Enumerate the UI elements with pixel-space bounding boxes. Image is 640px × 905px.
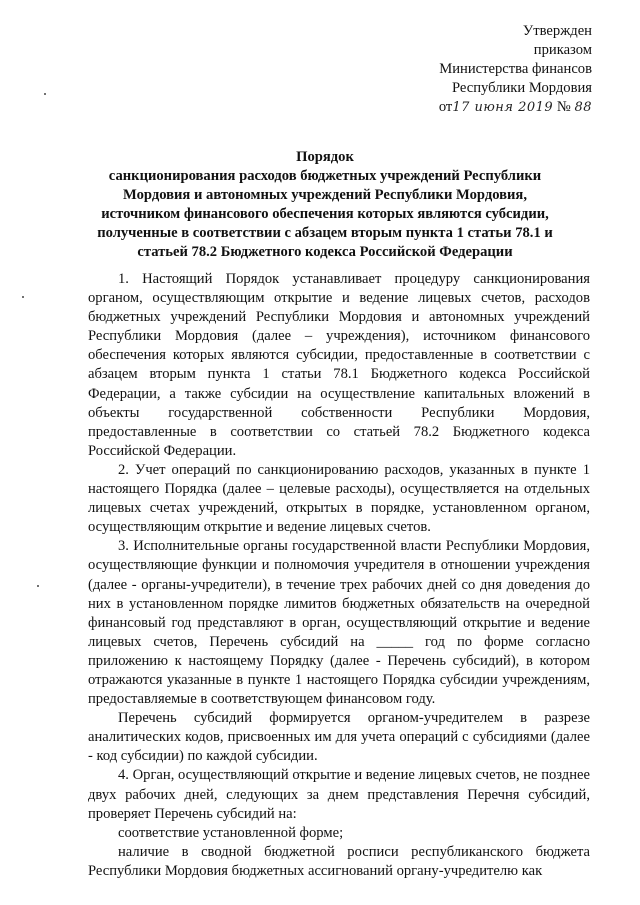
paragraph-4: 4. Орган, осуществляющий открытие и ведение лицевых счетов, не позднее двух рабочих дней, следующих за днем представления Перечня субсидий, проверяет Перечень субсидий на: [88,767,590,822]
title-line: полученные в соответствии с абзацем вторым пункта 1 статьи 78.1 и [97,225,553,241]
handwritten-number: 88 [574,100,592,115]
approval-line: Министерства финансов [439,61,592,77]
paragraph-3: 3. Исполнительные органы государственной власти Республики Мордовия, осуществляющие функции и полномочия учредителя в отношении учреждения (далее - органы-учредители), в течение трех рабочих дней со дня доведения до них в установленном порядке лимитов бюджетных обязательств на очередной финансовый год представляют в орган, осуществляющий открытие и ведение лицевых счетов, Перечень субсидий на _____ год по форме согласно приложению к настоящему Порядку (далее - Перечень субсидий), в котором отражаются указанные в пункте 1 настоящего Порядка субсидии учреждениям, предоставляемые в соответствующем финансовом году. [88,538,590,708]
title-line: Мордовия и автономных учреждений Республики Мордовия, [123,187,527,203]
scan-speck [44,93,46,95]
paragraph-2: 2. Учет операций по санкционированию расходов, указанных в пункте 1 настоящего Порядка (далее – целевые расходы), осуществляется на отдельных лицевых счетах учреждений, открытых в порядке, установленном органом, осуществляющим открытие и ведение лицевых счетов. [88,461,590,536]
scan-speck [37,585,39,587]
number-prefix: № [556,99,571,115]
date-prefix: от [438,99,453,115]
approval-line: Утвержден [522,23,592,39]
title-line: статьей 78.2 Бюджетного кодекса Российской Федерации [137,244,513,260]
list-item: соответствие установленной форме; [118,824,344,841]
approval-date-number-line [439,98,592,117]
title-line: источником финансового обеспечения которых являются субсидии, [101,206,549,222]
scan-speck [22,296,24,298]
document-title [80,148,570,262]
paragraph-3-continued: Перечень субсидий формируется органом-учредителем в разрезе аналитических кодов, присвоенных им для учета операций с субсидиями (далее - код субсидии) по каждой субсидии. [88,710,590,765]
paragraph-1: 1. Настоящий Порядок устанавливает процедуру санкционирования органом, осуществляющим открытие и ведение лицевых счетов, расходов бюджетных учреждений Республики Мордовия и автономных учреждений Республики Мордовия (далее – учреждения), источником финансового обеспечения которых являются субсидии, предоставленные в соответствии с абзацем вторым пункта 1 статьи 78.1 Бюджетного кодекса Российской Федерации, а также субсидии на осуществление капитальных вложений в объекты государственной собственности Республики Мордовия, предоставленные в соответствии со статьей 78.2 Бюджетного кодекса Российской Федерации. [88,271,590,459]
list-item: наличие в сводной бюджетной росписи республиканского бюджета Республики Мордовия бюджетных ассигнований органу-учредителю как [88,843,590,879]
document-body [88,270,590,881]
handwritten-date: 17 июня 2019 [452,100,554,115]
approval-stamp-block [439,22,592,117]
approval-line: приказом [533,42,592,58]
approval-line: Республики Мордовия [451,80,592,96]
title-line: Порядок [296,149,354,165]
title-line: санкционирования расходов бюджетных учреждений Республики [108,168,542,184]
